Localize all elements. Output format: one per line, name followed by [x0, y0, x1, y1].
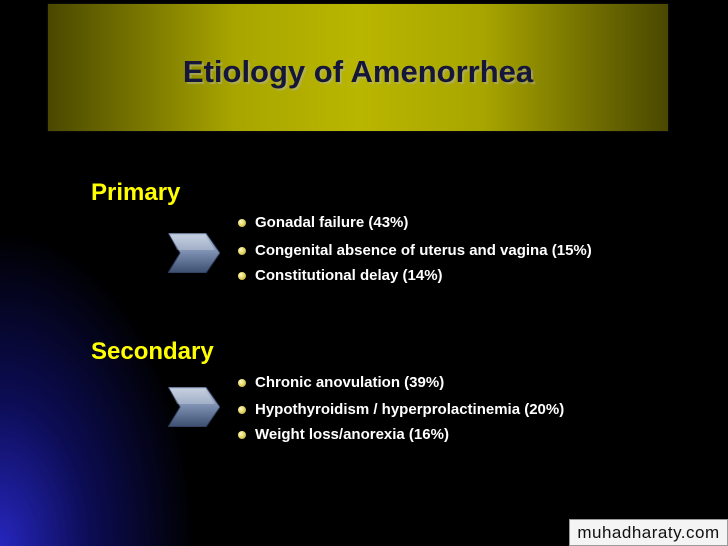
list-item — [238, 214, 592, 242]
list-item — [238, 267, 592, 291]
bullet-dot-icon — [238, 406, 246, 414]
chevron-arrow-icon — [168, 233, 220, 273]
bullet-text: Chronic anovulation (39%) — [255, 374, 445, 391]
list-item — [238, 374, 564, 401]
bullet-text: Gonadal failure (43%) — [255, 214, 409, 231]
bullet-text: Congenital absence of uterus and vagina (15%) — [255, 242, 592, 259]
section-heading-secondary: Secondary — [91, 338, 214, 365]
bullet-text: Hypothyroidism / hyperprolactinemia (20%) — [255, 401, 565, 418]
secondary-bullet-list — [238, 374, 564, 450]
list-item — [238, 426, 564, 450]
list-item — [238, 242, 592, 267]
bullet-text: Constitutional delay (14%) — [255, 267, 443, 284]
bullet-dot-icon — [238, 272, 246, 280]
chevron-arrow-icon — [168, 387, 220, 427]
slide-title: Etiology of Amenorrhea — [182, 54, 534, 89]
title-bar — [48, 4, 668, 131]
bullet-dot-icon — [238, 219, 246, 227]
bullet-text: Weight loss/anorexia (16%) — [255, 426, 449, 443]
list-item — [238, 401, 564, 426]
watermark: muhadharaty.com — [569, 519, 728, 546]
primary-bullet-list — [238, 214, 592, 291]
bullet-dot-icon — [238, 247, 246, 255]
section-heading-primary: Primary — [91, 179, 181, 206]
bullet-dot-icon — [238, 379, 246, 387]
bullet-dot-icon — [238, 431, 246, 439]
